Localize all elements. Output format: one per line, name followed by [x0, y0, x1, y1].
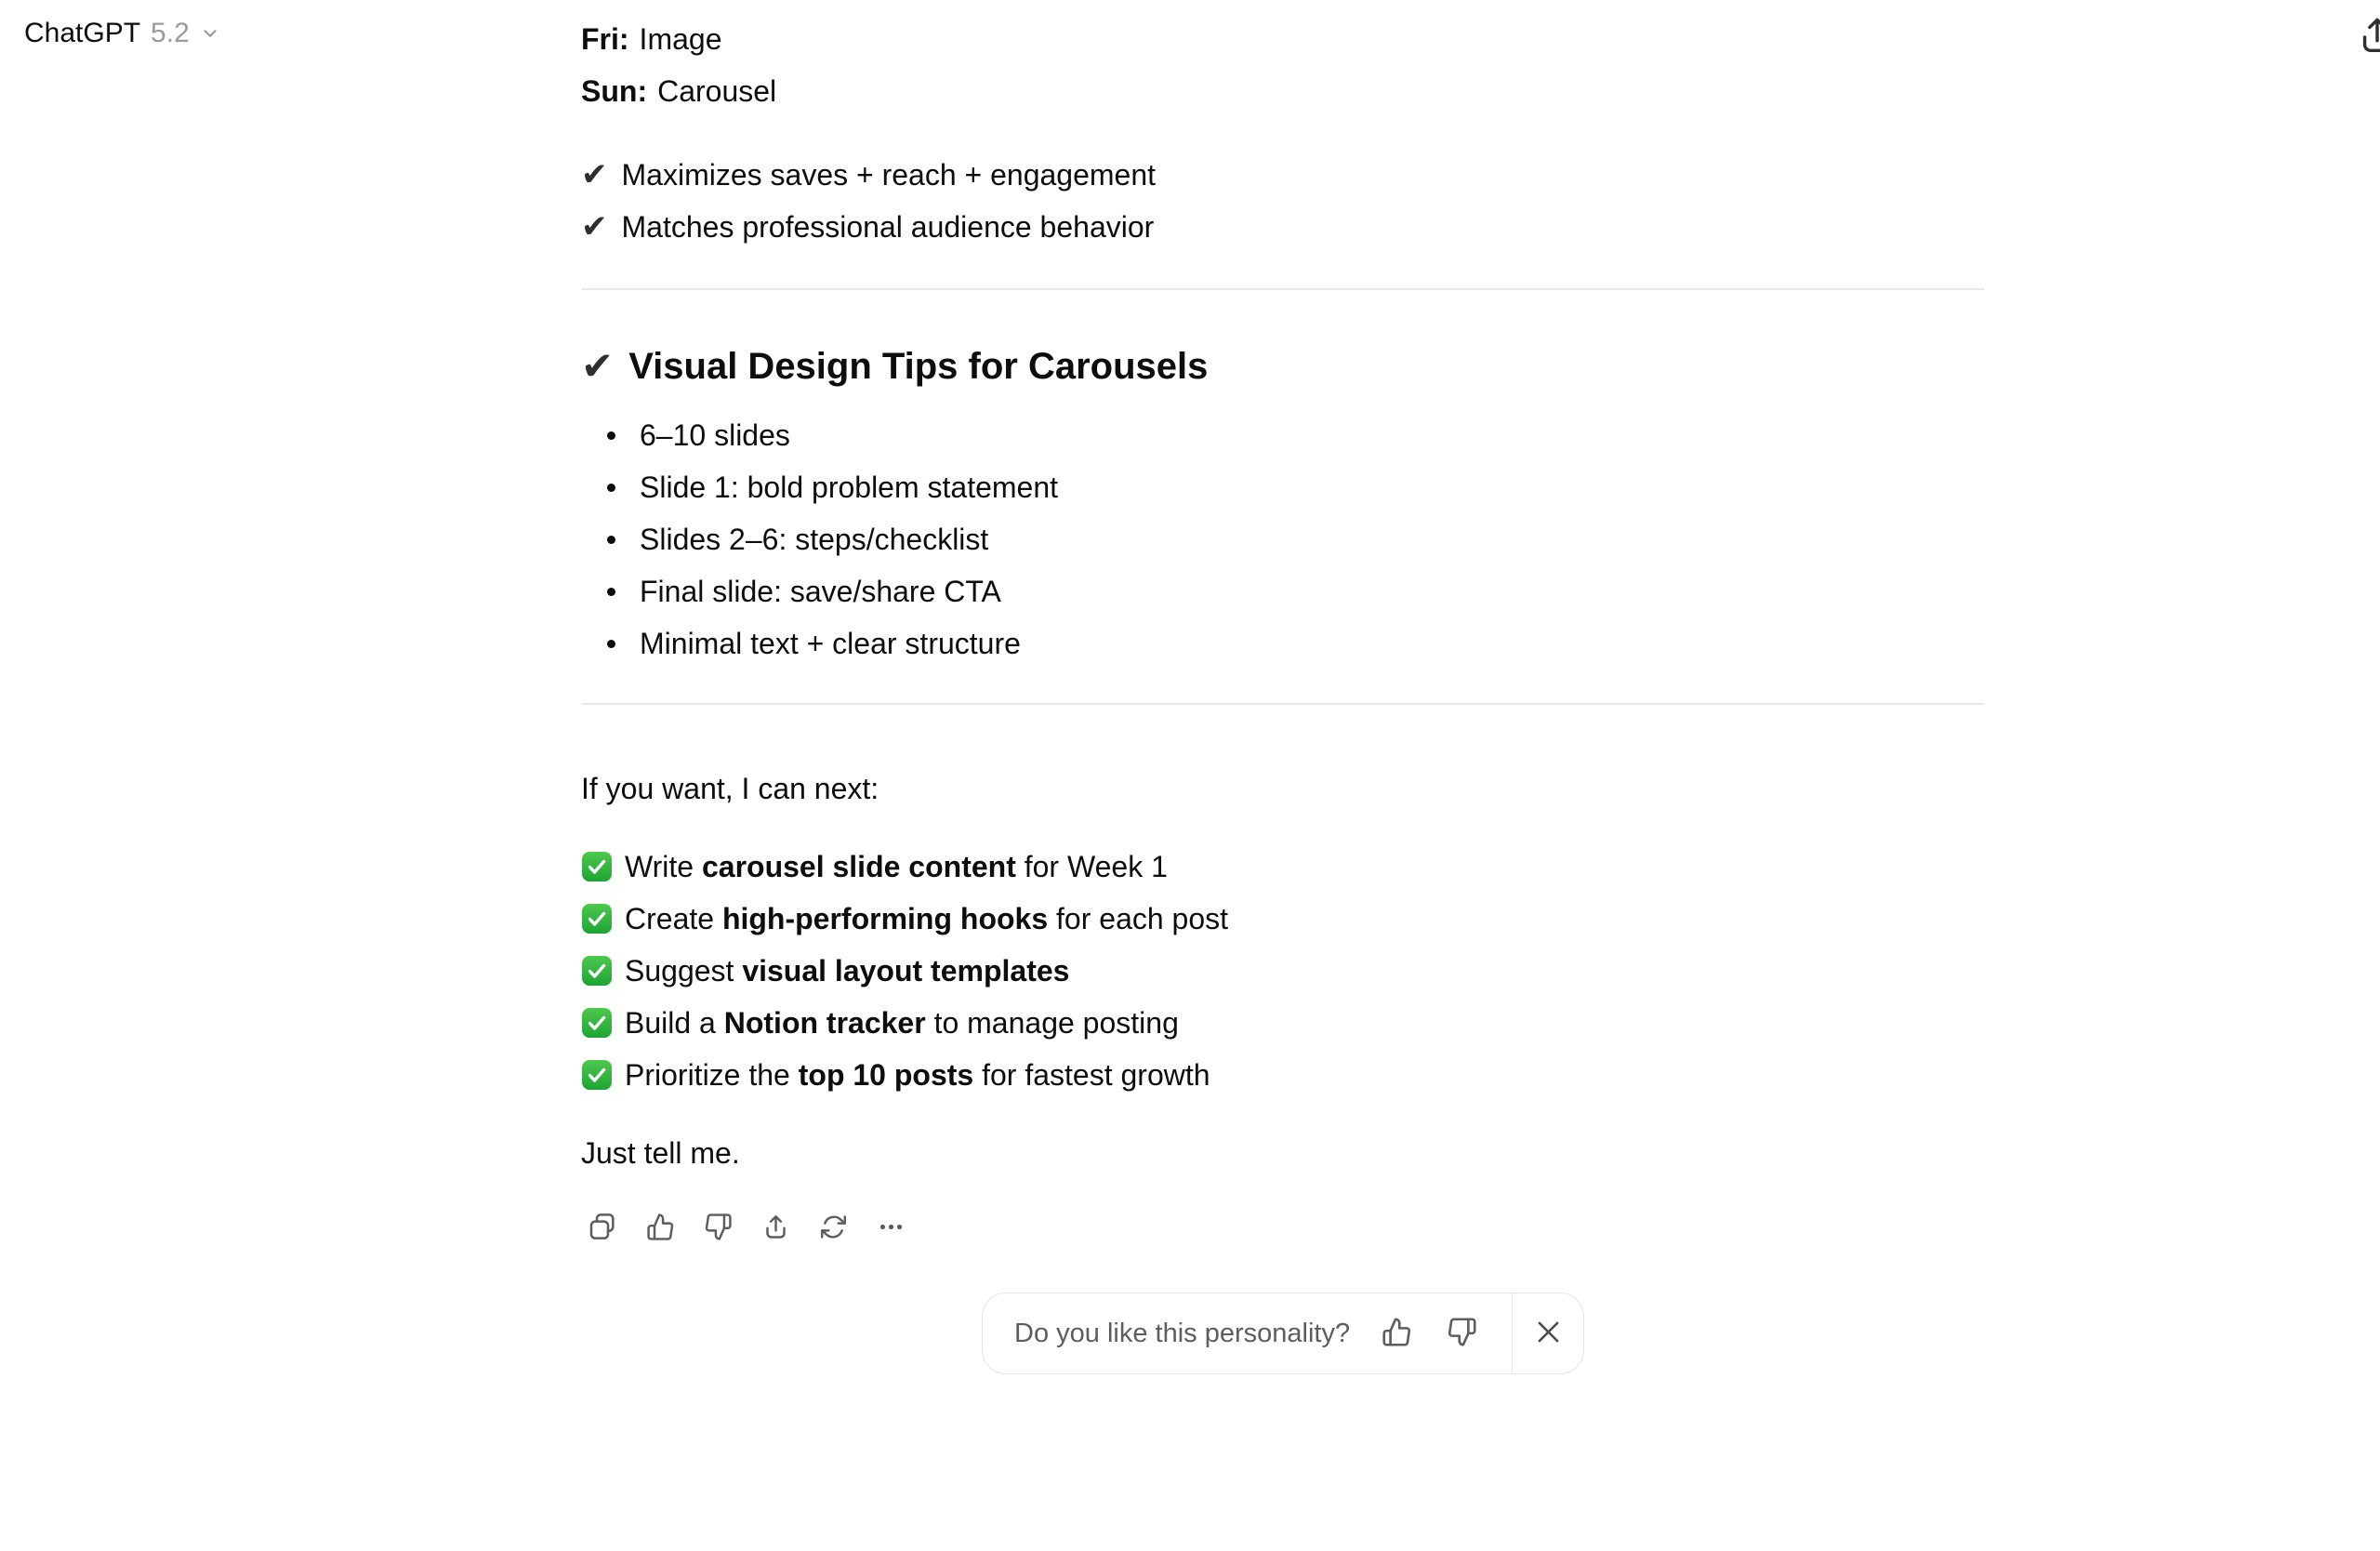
- tips-list-item: Slide 1: bold problem statement: [581, 461, 1985, 513]
- tips-list-item: 6–10 slides: [581, 409, 1985, 461]
- tips-list-item: Slides 2–6: steps/checklist: [581, 513, 1985, 565]
- green-checkbox-icon: [581, 1007, 613, 1039]
- offer-text: Write carousel slide content for Week 1: [625, 850, 1168, 883]
- copy-icon: [588, 1212, 617, 1241]
- section-divider: [581, 703, 1985, 705]
- regenerate-icon: [819, 1213, 848, 1241]
- share-message-button[interactable]: [754, 1205, 797, 1248]
- copy-button[interactable]: [581, 1205, 624, 1248]
- offer-item: [581, 945, 1985, 997]
- check-mark-icon: ✔: [581, 208, 608, 245]
- green-checkbox-icon: [581, 955, 613, 987]
- benefit-text: Maximizes saves + reach + engagement: [621, 158, 1157, 192]
- offer-text: Build a Notion tracker to manage posting: [625, 1006, 1179, 1040]
- tips-heading-text: Visual Design Tips for Carousels: [628, 346, 1209, 387]
- close-icon: [1533, 1317, 1564, 1350]
- benefit-list: [581, 149, 1985, 253]
- section-divider: [581, 288, 1985, 290]
- offer-text: Prioritize the top 10 posts for fastest growth: [625, 1058, 1210, 1092]
- schedule-line: [581, 13, 1985, 65]
- regenerate-button[interactable]: [812, 1205, 854, 1248]
- offer-item: [581, 841, 1985, 893]
- thumbs-up-icon: [1382, 1317, 1412, 1350]
- assistant-message: [581, 0, 1985, 1374]
- schedule-day: Fri:: [581, 22, 629, 56]
- offer-item: [581, 997, 1985, 1049]
- offer-item: [581, 893, 1985, 945]
- more-options-button[interactable]: [869, 1205, 912, 1248]
- share-upload-icon: [2356, 14, 2380, 60]
- offer-text: Suggest visual layout templates: [625, 954, 1070, 988]
- closing-text: Just tell me.: [581, 1136, 740, 1170]
- model-switcher[interactable]: [19, 11, 226, 56]
- schedule-day: Sun:: [581, 74, 648, 108]
- thumbs-up-icon: [646, 1213, 675, 1241]
- feedback-thumbs-up-button[interactable]: [1370, 1307, 1422, 1359]
- check-mark-icon: ✔: [581, 343, 615, 389]
- message-action-bar: [581, 1205, 1985, 1248]
- app-title: ChatGPT: [24, 18, 141, 48]
- chevron-down-icon: [200, 17, 220, 54]
- model-version: 5.2: [151, 18, 190, 48]
- share-conversation-button[interactable]: [2353, 12, 2380, 60]
- feedback-close-button[interactable]: [1513, 1293, 1583, 1373]
- tips-heading: [581, 342, 1985, 391]
- tips-list-item: Minimal text + clear structure: [581, 617, 1985, 669]
- thumbs-up-button[interactable]: [639, 1205, 681, 1248]
- offer-text: Create high-performing hooks for each post: [625, 902, 1229, 935]
- green-checkbox-icon: [581, 851, 613, 882]
- offer-intro: If you want, I can next:: [581, 772, 879, 805]
- benefit-item: [581, 149, 1985, 201]
- tips-list: [581, 409, 1985, 669]
- offer-item: [581, 1049, 1985, 1101]
- feedback-thumbs-down-button[interactable]: [1435, 1307, 1488, 1359]
- schedule-line: [581, 65, 1985, 117]
- thumbs-down-button[interactable]: [696, 1205, 739, 1248]
- more-options-icon: [877, 1213, 906, 1241]
- personality-feedback-bar: [982, 1292, 1584, 1374]
- schedule-format: Image: [639, 22, 722, 56]
- thumbs-down-icon: [704, 1213, 733, 1241]
- schedule-format: Carousel: [657, 74, 777, 108]
- thumbs-down-icon: [1447, 1317, 1477, 1350]
- check-mark-icon: ✔: [581, 156, 608, 193]
- benefit-item: [581, 201, 1985, 253]
- tips-list-item: Final slide: save/share CTA: [581, 565, 1985, 617]
- benefit-text: Matches professional audience behavior: [621, 210, 1155, 244]
- posting-schedule: [581, 13, 1985, 117]
- feedback-main: [983, 1293, 1512, 1373]
- feedback-question: Do you like this personality?: [1014, 1319, 1351, 1348]
- green-checkbox-icon: [581, 903, 613, 935]
- green-checkbox-icon: [581, 1059, 613, 1091]
- offer-list: [581, 841, 1985, 1101]
- share-icon: [761, 1213, 790, 1241]
